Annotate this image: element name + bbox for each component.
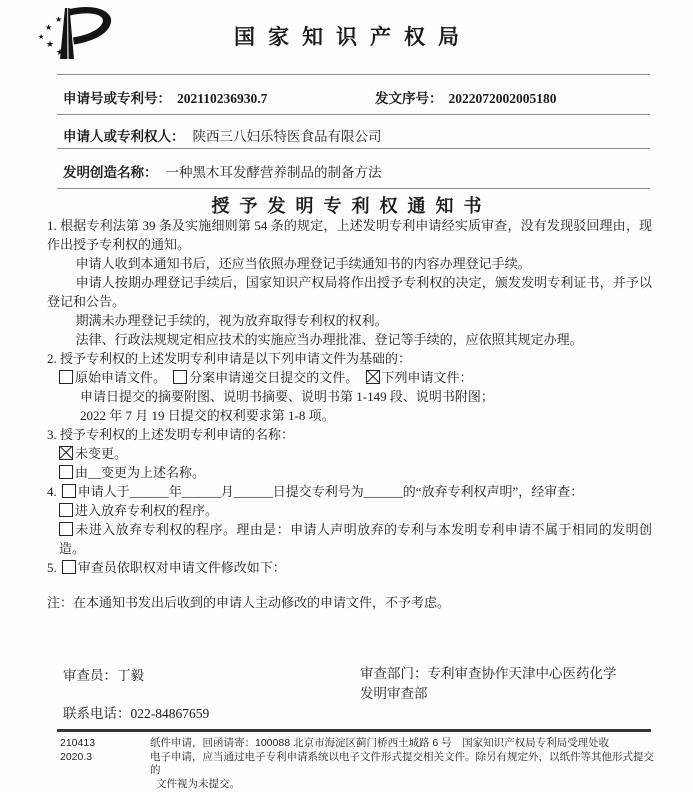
checkbox-abandon-declaration	[62, 484, 76, 498]
item4-sub-option2	[47, 520, 652, 558]
footer-line2: 电子申请，应当通过电子专利申请系统以电子文件形式提交相关文件。除另有规定外，以纸件等其他形式提交的	[150, 750, 654, 776]
meta-row-applicant	[63, 125, 648, 145]
applicant-value: 陕西三八妇乐特医食品有限公司	[192, 129, 382, 144]
serial-no-value: 2022072002005180	[448, 91, 557, 106]
phone-label: 联系电话：	[63, 706, 131, 721]
option-label: 审查员依职权对申请文件修改如下：	[77, 560, 286, 575]
form-code-block	[60, 737, 120, 791]
item2-options	[47, 368, 652, 387]
option-label: 分案申请递交日提交的文件。	[189, 370, 359, 385]
meta-row-invention	[63, 161, 648, 181]
application-no-value: 202110236930.7	[177, 91, 268, 106]
option-listed-files	[366, 370, 473, 385]
footer-line3: 文件视为未提交。	[156, 777, 240, 790]
item2-heading: 2. 授予专利权的上述发明专利申请是以下列申请文件为基础的：	[47, 351, 412, 366]
form-version: 2020.3	[60, 750, 93, 763]
item1-sub3: 期满未办理登记手续的，视为放弃取得专利权的权利。	[75, 313, 388, 328]
notice-body	[47, 216, 652, 612]
applicant-label: 申请人或专利权人：	[63, 129, 185, 144]
footer-line1: 纸件申请，回函请寄：100088 北京市海淀区蓟门桥西土城路 6 号 国家知识产权局专利局受理处收	[150, 737, 610, 749]
serial-group	[375, 87, 557, 107]
svg-text:★: ★	[38, 33, 45, 41]
item4-line	[47, 482, 652, 501]
checkbox-original-files	[59, 370, 73, 384]
divider	[57, 188, 650, 189]
footer-instructions	[150, 737, 657, 791]
agency-title: 国家知识产权局	[234, 25, 472, 49]
option-label: 进入放弃专利权的程序。	[75, 503, 219, 518]
department-block	[360, 664, 650, 704]
divider	[57, 114, 650, 115]
svg-text:★: ★	[46, 39, 55, 49]
examiner-name: 丁毅	[117, 668, 144, 683]
divider-top	[57, 74, 650, 75]
svg-text:★: ★	[55, 15, 63, 24]
serial-no-label: 发文序号：	[375, 91, 443, 106]
item3-option-changed	[47, 463, 652, 482]
item5-number: 5.	[47, 560, 57, 575]
item5-line	[47, 558, 652, 577]
svg-text:★: ★	[45, 23, 53, 32]
meta-row-numbers	[63, 87, 648, 107]
department-line1	[360, 664, 650, 684]
item3-heading: 3. 授予专利权的上述发明专利申请的名称：	[47, 427, 295, 442]
note-line: 注：在本通知书发出后收到的申请人主动修改的申请文件，不予考虑。	[47, 595, 451, 610]
checkbox-changed-name	[59, 465, 73, 479]
item1-sub2: 申请人按期办理登记手续后，国家知识产权局将作出授予专利权的决定，颁发发明专利证书，并予以登记和公告。	[47, 275, 652, 309]
option-label: 未进入放弃专利权的程序。理由是：申请人声明放弃的专利与本发明专利申请不属于相同的发明创造。	[59, 522, 652, 556]
checkbox-divisional-files	[173, 370, 187, 384]
option-label: 原始申请文件。	[75, 370, 167, 385]
svg-text:★: ★	[56, 47, 65, 57]
footer-divider	[57, 729, 651, 732]
contact-phone-line	[63, 702, 209, 722]
option-label: 由__变更为上述名称。	[75, 465, 206, 480]
phone-value: 022-84867659	[130, 706, 210, 721]
department-label: 审查部门：	[360, 666, 428, 681]
option-label: 未变更。	[75, 446, 128, 461]
department-value-line2: 发明审查部	[360, 686, 428, 701]
divider	[57, 148, 650, 149]
item1-sub1: 申请人收到本通知书后，还应当依照办理登记手续通知书的内容办理登记手续。	[75, 256, 531, 271]
option-original-files	[59, 370, 166, 385]
notice-title: 授予发明专利权通知书	[211, 196, 492, 216]
checkbox-unchanged	[59, 446, 73, 460]
item4-number: 4.	[47, 484, 57, 499]
department-value-line1: 专利审查协作天津中心医药化学	[427, 666, 617, 681]
option-label: 申请人于______年______月______日提交专利号为______的“放弃专利权声明”，经审查：	[77, 484, 584, 499]
item2-detail2: 2022 年 7 月 19 日提交的权利要求第 1-8 项。	[80, 408, 335, 423]
checkbox-listed-files	[366, 370, 380, 384]
item2-detail1: 申请日提交的摘要附图、说明书摘要、说明书第 1-149 段、说明书附图；	[80, 389, 494, 404]
checkbox-not-enter-abandon	[59, 522, 73, 536]
option-divisional-files	[173, 370, 358, 385]
examiner-label: 审查员：	[63, 668, 117, 683]
invention-title-value: 一种黑木耳发酵营养制品的制备方法	[165, 165, 382, 180]
invention-title-label: 发明创造名称：	[63, 165, 158, 180]
footer	[60, 737, 657, 791]
item1-paragraph: 1. 根据专利法第 39 条及实施细则第 54 条的规定，上述发明专利申请经实质审查，没有发现驳回理由，现作出授予专利权的通知。	[47, 218, 652, 252]
item4-sub-option1	[47, 501, 652, 520]
option-label: 下列申请文件：	[381, 370, 473, 385]
form-code: 210413	[60, 737, 96, 749]
checkbox-enter-abandon	[59, 503, 73, 517]
examiner-line	[63, 664, 144, 684]
application-no-label: 申请号或专利号：	[63, 91, 171, 106]
item3-option-unchanged	[47, 444, 652, 463]
item1-sub4: 法律、行政法规规定相应技术的实施应当办理批准、登记等手续的，应依照其规定办理。	[75, 332, 583, 347]
checkbox-examiner-amendment	[62, 560, 76, 574]
